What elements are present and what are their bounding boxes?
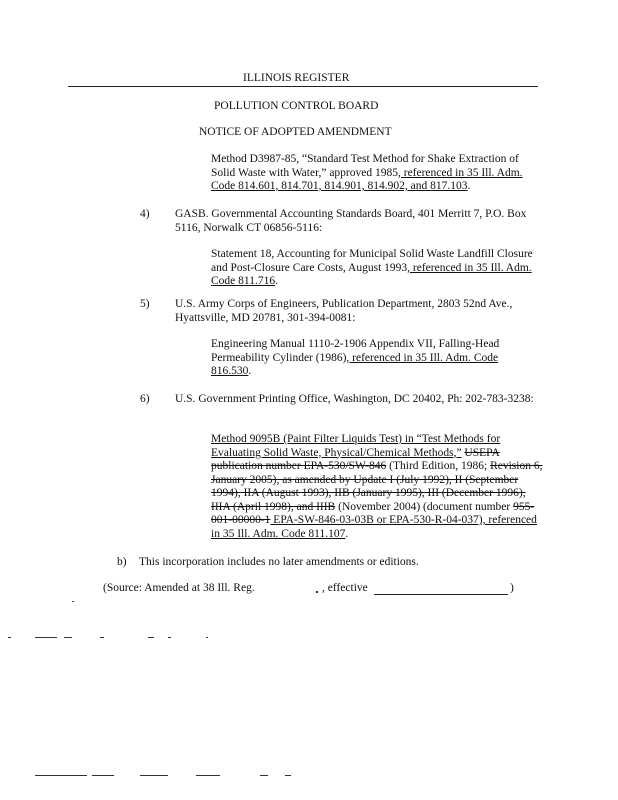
header-rule — [68, 86, 538, 87]
scan-artifact — [285, 775, 291, 776]
army-manual-text: Engineering Manual 1110-2-1906 Appendix VII, Falling-Head Permeability Cylinder (1986) — [211, 338, 500, 364]
register-title: ILLINOIS REGISTER — [243, 72, 350, 84]
scan-artifact — [168, 637, 171, 638]
item-4-number: 4) — [140, 208, 150, 220]
item-b-text: This incorporation includes no later amendments or editions. — [139, 556, 419, 568]
scan-artifact — [196, 775, 220, 776]
source-blank-mark — [316, 591, 318, 593]
method-9095b-title: Method 9095B (Paint Filter Liquids Test) in “Test Methods for Evaluating Solid Waste, Physical/Chemical Methods,” — [211, 433, 501, 459]
gasb-statement-reference: , referenced in 35 Ill. Adm. Code 811.716 — [211, 261, 532, 287]
scan-artifact — [35, 637, 57, 638]
method-d3987-entry — [211, 153, 541, 194]
method-9095b-edition: (Third Edition, 1986; — [386, 460, 491, 472]
scan-artifact — [206, 637, 208, 638]
method-d3987-reference: , referenced in 35 Ill. Adm. Code 814.601, 814.701, 814.901, 814.902, and 817.103 — [211, 166, 523, 192]
notice-title: NOTICE OF ADOPTED AMENDMENT — [199, 126, 392, 138]
method-d3987-period: . — [467, 180, 471, 192]
scan-artifact — [35, 775, 87, 776]
method-9095b-deleted-number: 955-001-00000-1 — [211, 500, 535, 526]
method-9095b-entry — [211, 433, 543, 541]
item-5-number: 5) — [140, 298, 150, 310]
army-manual-reference: , referenced in 35 Ill. Adm. Code 816.530 — [211, 351, 499, 377]
method-9095b-document: (November 2004) (document number — [335, 500, 514, 513]
agency-title: POLLUTION CONTROL BOARD — [214, 100, 379, 112]
scan-artifact — [140, 775, 168, 776]
scan-artifact — [148, 637, 154, 638]
gasb-statement-period: . — [275, 275, 278, 287]
scan-artifact — [64, 637, 72, 638]
gasb-statement-text: Statement 18, Accounting for Municipal Solid Waste Landfill Closure and Post-Closure Care Costs, August 1993 — [211, 248, 533, 274]
item-6-organization: U.S. Government Printing Office, Washington, DC 20402, Ph: 202-783-3238: — [175, 393, 534, 405]
method-d3987-text: Method D3987-85, “Standard Test Method for Shake Extraction of Solid Waste with Water,” approved 1985 — [211, 153, 519, 179]
scan-artifact — [72, 601, 74, 602]
army-manual-period: . — [248, 365, 252, 377]
scan-artifact — [92, 775, 114, 776]
method-9095b-deleted-publication: USEPA publication number EPA-530/SW-846 — [211, 446, 500, 472]
scan-artifact — [8, 637, 11, 638]
item-5-organization: U.S. Army Corps of Engineers, Publication Department, 2803 52nd Ave., Hyattsville, MD 20781, 301-394-0081: — [175, 298, 513, 324]
item-6-number: 6) — [140, 393, 150, 405]
method-9095b-period: . — [345, 527, 349, 540]
army-manual-entry — [211, 338, 531, 379]
scan-artifact — [260, 775, 268, 776]
source-effective: , effective — [322, 582, 368, 594]
method-9095b-deleted-revisions: Revision 6, January 2005), as amended by Update I (July 1992), II (September 1994), IIA (August 1993), IIB (January 1995), III (December 1996), IIIA (April 1998), and IIIB — [211, 460, 543, 513]
item-4-organization: GASB. Governmental Accounting Standards Board, 401 Merritt 7, P.O. Box 5116, Norwalk CT 06856-5116: — [175, 208, 527, 234]
gasb-statement-entry — [211, 248, 533, 289]
method-9095b-reference: EPA-SW-846-03-03B or EPA-530-R-04-037), referenced in 35 Ill. Adm. Code 811.107 — [211, 514, 537, 540]
item-b-number: b) — [117, 556, 127, 568]
source-note: (Source: Amended at 38 Ill. Reg. — [103, 582, 255, 594]
scan-artifact — [100, 637, 104, 638]
source-close-paren: ) — [510, 582, 514, 594]
source-effective-blank — [374, 594, 508, 595]
